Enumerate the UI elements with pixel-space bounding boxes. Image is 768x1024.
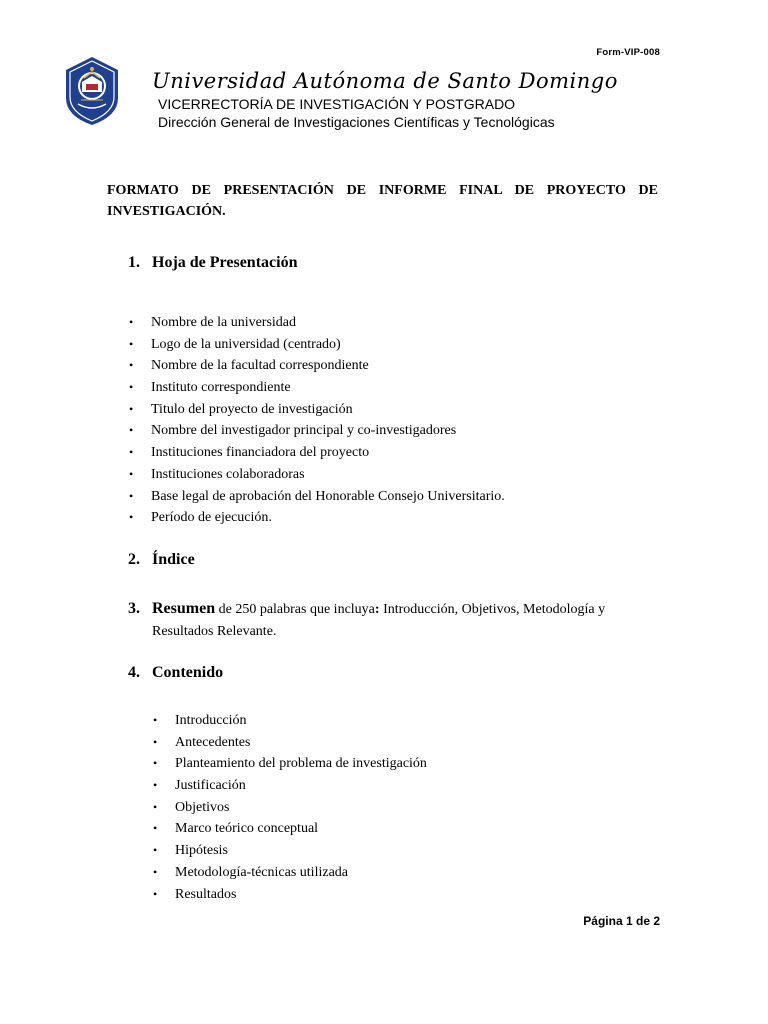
bullet-icon: • [129, 466, 134, 481]
list-item: • Metodología-técnicas utilizada [175, 862, 427, 884]
section-2-heading [128, 551, 195, 569]
summary-text-b: Introducción, Objetivos, Metodología y [379, 602, 606, 617]
section-3-paragraph [128, 598, 658, 643]
university-seal-logo [64, 56, 120, 126]
section-number: 3. [128, 600, 140, 617]
university-name: Universidad Autónoma de Santo Domingo [152, 69, 618, 93]
bullet-icon: • [153, 713, 158, 727]
section-number: 2. [128, 551, 140, 568]
list-item: • Titulo del proyecto de investigación [151, 399, 505, 421]
bullet-icon: • [129, 336, 134, 351]
list-item: • Nombre del investigador principal y co-investigadores [151, 420, 505, 442]
bullet-icon: • [129, 510, 134, 525]
list-item: • Hipótesis [175, 840, 427, 862]
bullet-icon: • [153, 864, 158, 879]
section-number: 4. [128, 664, 140, 681]
list-item: • Resultados [175, 884, 427, 906]
section-title: Contenido [152, 664, 224, 681]
list-item: • Período de ejecución. [151, 507, 505, 529]
list-item: • Antecedentes [175, 732, 427, 754]
bullet-icon: • [129, 445, 134, 460]
section-1-heading [128, 254, 297, 272]
section-4-heading [128, 664, 223, 682]
summary-text-a: de 250 palabras que incluya [215, 602, 375, 617]
list-item: • Base legal de aprobación del Honorable Consejo Universitario. [151, 486, 505, 508]
list-item: • Planteamiento del problema de investigación [175, 753, 427, 775]
list-item: • Marco teórico conceptual [175, 818, 427, 840]
form-code: Form-VIP-008 [596, 47, 660, 58]
list-item: • Instituto correspondiente [151, 377, 505, 399]
section-number: 1. [128, 254, 140, 271]
section-title: Índice [152, 551, 195, 568]
summary-colon: : [374, 602, 380, 617]
bullet-icon: • [153, 886, 158, 901]
summary-text-c: Resultados Relevante. [152, 624, 277, 639]
content-list [153, 710, 427, 905]
bullet-icon: • [129, 423, 134, 438]
direccion-name: Dirección General de Investigaciones Científicas y Tecnológicas [158, 114, 555, 130]
bullet-icon: • [153, 734, 158, 749]
bullet-icon: • [129, 315, 134, 329]
bullet-icon: • [153, 799, 158, 814]
list-item: • Introducción [175, 710, 427, 732]
list-item: • Instituciones colaboradoras [151, 464, 505, 486]
vicerrectoria-name: VICERRECTORÍA DE INVESTIGACIÓN Y POSTGRADO [158, 96, 516, 112]
bullet-icon: • [129, 488, 134, 503]
presentation-sheet-list [129, 312, 505, 529]
bullet-icon: • [129, 380, 134, 395]
bullet-icon: • [153, 756, 158, 771]
section-title: Resumen [152, 600, 216, 617]
list-item: • Objetivos [175, 797, 427, 819]
bullet-icon: • [153, 821, 158, 836]
list-item: • Justificación [175, 775, 427, 797]
bullet-icon: • [153, 778, 158, 793]
list-item: • Logo de la universidad (centrado) [151, 334, 505, 356]
section-title: Hoja de Presentación [152, 254, 298, 271]
list-item: • Nombre de la universidad [151, 312, 505, 334]
page-number: Página 1 de 2 [583, 914, 660, 928]
list-item: • Instituciones financiadora del proyecto [151, 442, 505, 464]
bullet-icon: • [129, 401, 134, 416]
bullet-icon: • [129, 358, 134, 373]
list-item: • Nombre de la facultad correspondiente [151, 355, 505, 377]
document-title: FORMATO DE PRESENTACIÓN DE INFORME FINAL DE PROYECTO DE INVESTIGACIÓN. [107, 183, 658, 219]
bullet-icon: • [153, 843, 158, 858]
